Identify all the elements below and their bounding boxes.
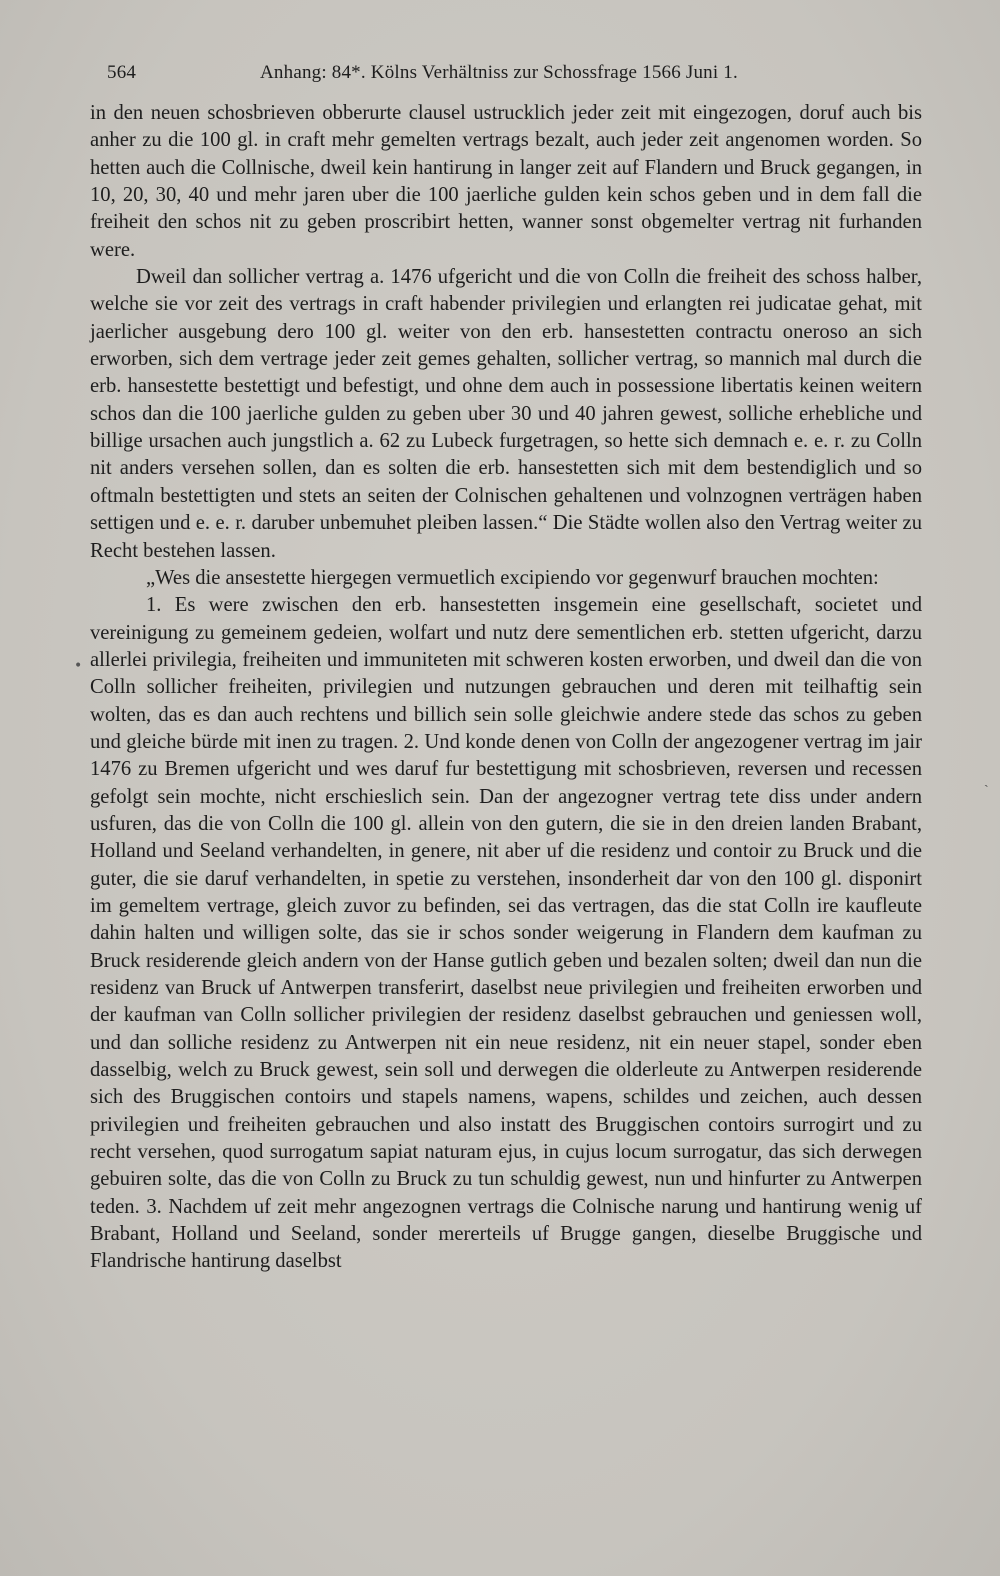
margin-speck: ˏ <box>984 772 989 788</box>
page-header <box>107 62 907 86</box>
paragraph-1: in den neuen schosbrieven obberurte clausel ustrucklich jeder zeit mit eingezogen, doruf auch bis anher zu die 100 gl. in craft mehr gemelten vertrags bezalt, auch jeder zeit angenomen worden. So hetten auch die Collnische, dweil kein hantirung in langer zeit auf Flandern und Bruck gegangen, in 10, 20, 30, 40 und mehr jaren uber die 100 jaerliche gulden kein schos geben und in dem fall die freiheit den schos nit zu geben proscribirt hetten, wanner sonst obgemelter vertrag nit furhanden were. <box>90 102 922 261</box>
paragraph-3: „Wes die ansestette hiergegen vermuetlich excipiendo vor gegenwurf brauchen mochten: <box>146 566 879 589</box>
margin-speck: • <box>74 658 83 674</box>
page-number: 564 <box>107 62 137 83</box>
main-text <box>90 100 922 1276</box>
paragraph-2: Dweil dan sollicher vertrag a. 1476 ufgericht und die von Colln die freiheit des schoss halber, welche sie vor zeit des vertrags in craft habender privilegien und erlangten rei judicatae gehat, mit jaerlicher ausgebung dero 100 gl. weiter von den erb. hansestetten contractu oneroso an sich erworben, sich dem vertrage jeder zeit gemes gehalten, sollicher vertrag, so mannich mal durch die erb. hansestette bestettigt und befestigt, und ohne dem auch in possessione libertatis keinen weitern schos dan die 100 jaerliche gulden zu geben uber 30 und 40 jahren gewest, solliche erhebliche und billige ursachen auch jungstlich a. 62 zu Lubeck furgetragen, so hette sich demnach e. e. r. zu Colln nit anders versehen sollen, dan es solten die erb. hansestetten sich mit dem bestendiglich und so oftmaln bestettigten und stets an seiten der Colnischen gehaltenen und volnzognen verträgen haben settigen und e. e. r. daruber unbemuhet pleiben lassen.“ Die Städte wollen also den Vertrag weiter zu Recht bestehen lassen. <box>90 266 922 562</box>
paragraph-4: 1. Es were zwischen den erb. hansestetten insgemein eine gesellschaft, societet und vereinigung zu gemeinem gedeien, wolfart und nutz dere sementlichen erb. stetten ufgericht, darzu allerlei privilegia, freiheiten und immuniteten mit schweren kosten erworben, und dweil dan die von Colln sollicher freiheiten, privilegien und nutzungen gebrauchen und deren mit teilhaftig sein wolten, das es dan auch rechtens und billich sein solle gleichwie andere stede das schos zu geben und gleiche bürde mit inen zu tragen. 2. Und konde denen von Colln der angezogener vertrag im jair 1476 zu Bremen ufgericht und wes daruf fur bestettigung mit schosbrieven, reversen und recessen gefolgt sein mochte, nicht erschieslich sein. Dan der angezogner vertrag tete diss under andern usfuren, das die von Colln die 100 gl. allein von den gutern, die sie in den dreien landen Brabant, Holland und Seeland verhandelten, in genere, nit aber uf die residenz und contoir zu Bruck und die guter, die sie daruf verhandelten, in spetie zu verstehen, insonderheit dar von den 100 gl. disponirt im gemeltem vertrage, gleich zuvor zu befinden, sei das vertragen, das die stat Colln ire kaufleute dahin halten und willigen solte, das sie ir schos sonder weigerung in Flandern dem kaufman zu Bruck residerende gleich andern von der Hanse gutlich geben und bezalen solten; dweil dan nun die residenz van Bruck uf Antwerpen transferirt, daselbst neue privilegien und freiheiten erworben und der kaufman van Colln sollicher privilegien der residenz daselbst gebrauchen und geniessen woll, und dan solliche residenz zu Antwerpen nit ein neue residenz, nit ein neuer stapel, sonder eben dasselbig, welch zu Bruck gewest, sein soll und derwegen die olderleute zu Antwerpen residerende sich des Bruggischen contoirs und stapels namens, wapens, schildes und zeichen, auch dessen privilegien und freiheiten gebrauchen und also instatt des Bruggischen contoirs surrogirt und zu recht versehen, quod surrogatum sapiat naturam ejus, in cujus locum surrogatur, das sich derwegen gebuiren solte, das die von Colln zu Bruck zu tun schuldig gewest, nun und hinfurter zu Antwerpen teden. 3. Nachdem uf zeit mehr angezognen vertrags die Colnische narung und hantirung wenig uf Brabant, Holland und Seeland, sonder mererteils uf Brugge gangen, dieselbe Bruggische und Flandrische hantirung daselbst <box>90 594 922 1273</box>
running-head: Anhang: 84*. Kölns Verhältniss zur Schossfrage 1566 Juni 1. <box>260 62 738 83</box>
